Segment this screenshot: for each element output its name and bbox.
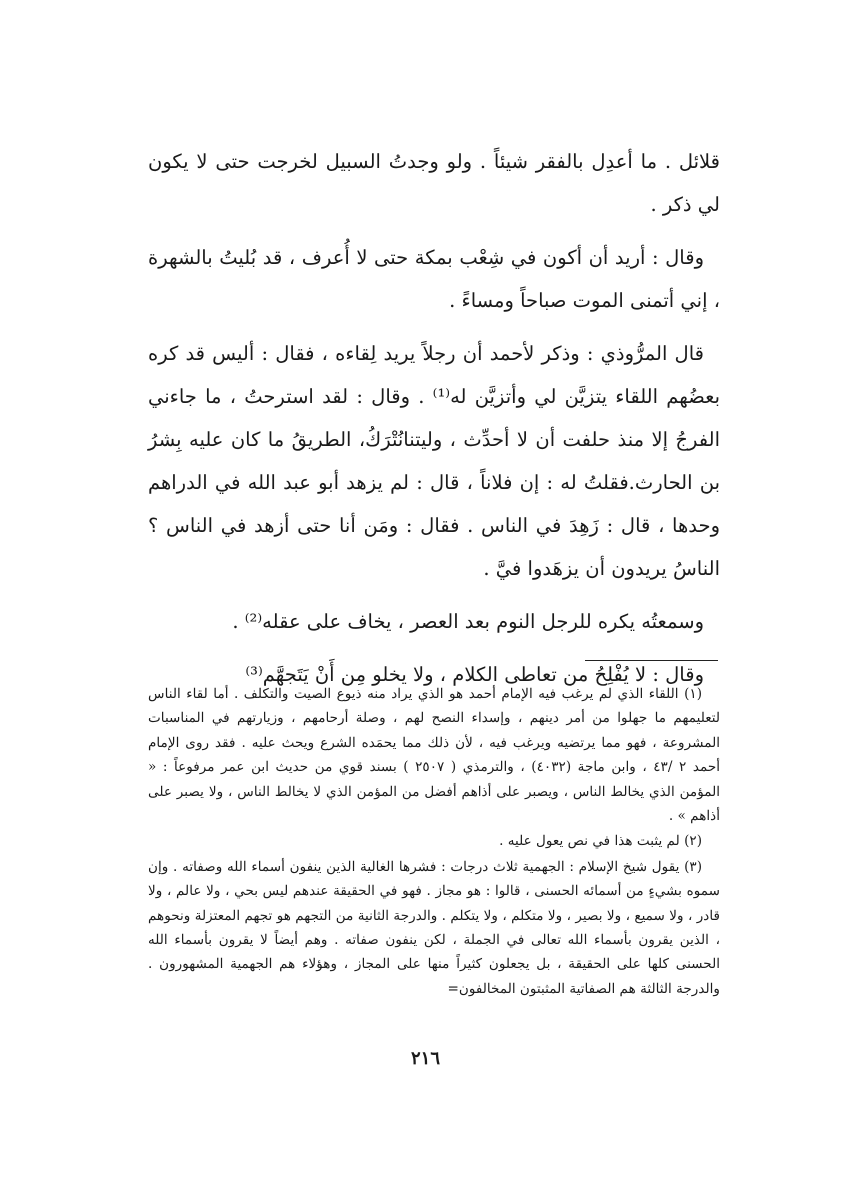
paragraph-2: وقال : أريد أن أكون في شِعْب بمكة حتى لا أُعرف ، قد بُليتُ بالشهرة ، إني أتمنى الموت صباحاً ومساءً . xyxy=(148,246,720,312)
footnote-divider xyxy=(585,660,718,661)
paragraph-5: وقال : لا يُفْلِحُ من تعاطى الكلام ، ولا يخلو مِن أَنْ يَتَجهَّم⁽³⁾ xyxy=(245,663,704,686)
footnote-3: (٣) يقول شيخ الإسلام : الجهمية ثلاث درجات : فشرها الغالية الذين ينفون أسماء الله وصفاته . وإن سموه بشيءٍ من أسمائه الحسنى ، قالوا : هو مجاز . فهو في الحقيقة عندهم ليس بحي ، ولا عالم ، ولا قادر ، ولا سميع ، ولا بصير ، ولا متكلم ، ولا يتكلم . والدرجة الثانية من التجهم هو تجهم المعتزلة ونحوهم ، الذين يقرون بأسماء الله تعالى في الجملة ، لكن ينفون صفاته . وهم أيضاً لا يقرون بأسماء الله الحسنى كلها على الحقيقة ، بل يجعلون كثيراً منها على المجاز ، وهؤلاء هم الجهمية المشهورون . والدرجة الثالثة هم الصفاتية المثبتون المخالفون= xyxy=(148,858,720,997)
footnote-2: (٢) لم يثبت هذا في نص يعول عليه . xyxy=(499,833,702,850)
paragraph-4: وسمعتُه يكره للرجل النوم بعد العصر ، يخاف على عقله⁽²⁾ . xyxy=(232,610,704,633)
footnotes xyxy=(148,682,720,1002)
page-number: ٢١٦ xyxy=(410,1048,440,1069)
paragraph-3: قال المرُّوذي : وذكر لأحمد أن رجلاً يريد لِقاءه ، فقال : أليس قد كره بعضُهم اللقاء يتزيَّن لي وأتزيَّن له⁽¹⁾ . وقال : لقد استرحتُ ، ما جاءني الفرجُ إلا منذ حلفت أن لا أحدِّث ، وليتنانُتْرَكُ، الطريقُ ما كان عليه بِشرُ بن الحارث.فقلتُ له : إن فلاناً ، قال : لم يزهد أبو عبد الله في الدراهم وحدها ، قال : زَهِدَ في الناس . فقال : ومَن أنا حتى أزهد في الناس ؟ الناسُ يريدون أن يزهَدوا فيَّ . xyxy=(148,342,720,580)
main-text xyxy=(148,140,720,706)
footnote-1: (١) اللقاء الذي لم يرغب فيه الإمام أحمد هو الذي يراد منه ذيوع الصيت والتكلف . أما لقاء الناس لتعليمهم ما جهلوا من أمر دينهم ، وإسداء النصح لهم ، وصلة أرحامهم ، وزيارتهم في المناسبات المشروعة ، فهو مما يرتضيه ويرغب فيه ، لأن ذلك مما يحمَده الشرع ويحث عليه . فقد روى الإمام أحمد ٢ /٤٣ ، وابن ماجة (٤٠٣٢) ، والترمذي ( ٢٥٠٧ ) بسند قوي من حديث ابن عمر مرفوعاً : « المؤمن الذي يخالط الناس ، ويصبر على أذاهم أفضل من المؤمن الذي لا يخالط الناس ، ولا يصبر على أذاهم » . xyxy=(148,686,721,825)
paragraph-1: قلائل . ما أعدِل بالفقر شيئاً . ولو وجدتُ السبيل لخرجت حتى لا يكون لي ذكر . xyxy=(148,150,720,216)
